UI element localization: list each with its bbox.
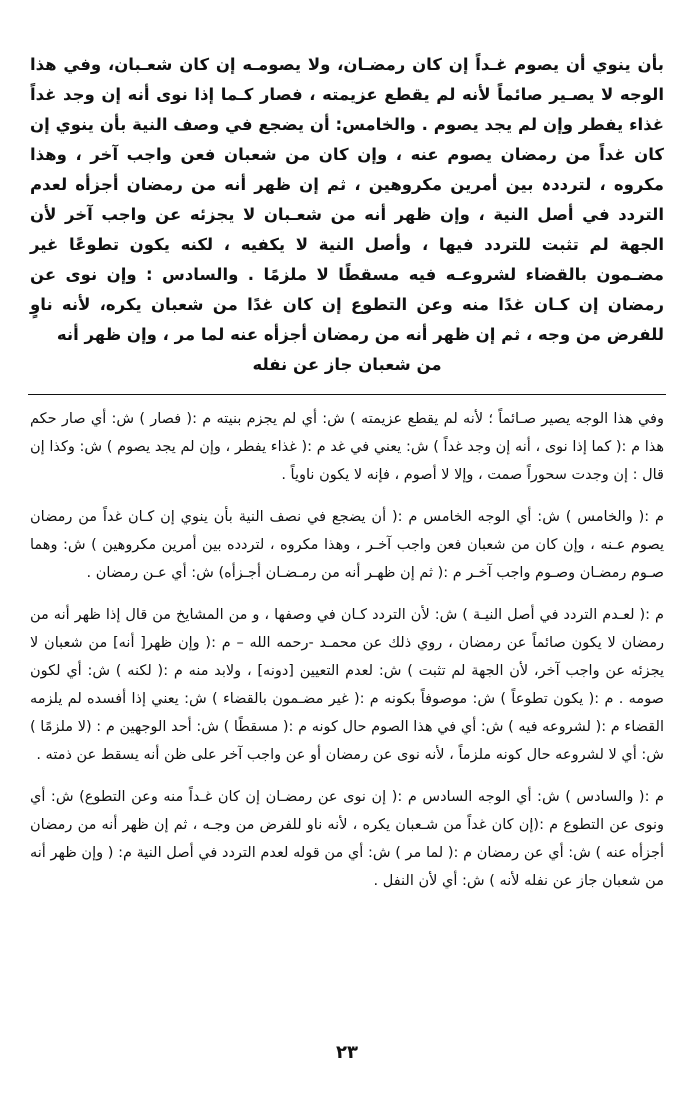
- footnote-divider: [28, 394, 666, 395]
- main-last-line: من شعبان جاز عن نفله: [252, 355, 442, 374]
- commentary: [30, 405, 664, 895]
- commentary-paragraph-4: م :( والسادس ) ش: أي الوجه السادس م :( إن نوى عن رمضـان إن كان غـداً منه وعن التطوع) ش: أي ونوى عن التطوع م :(إن كان غداً من شـعبان يكره ، لأنه ناو للفرض من وجـه ، ثم إن ظهر أنه من رمضان أجزأه عنه ) ش: أي عن رمضان م :( لما مر ) ش: أي من قوله لعدم التردد في أصل النية م: ( وإن ظهر أنه من شعبان جاز عن نفله لأنه ) ش: أي لأن النفل .: [30, 789, 664, 889]
- commentary-paragraph-2: م :( والخامس ) ش: أي الوجه الخامس م :( أن يضجع في نصف النية بأن ينوي إن كـان غداً من رمضان يصوم عـنه ، وإن كان من شعبان فعن واجب آخـر ، وهذا مكروه ، لتردده بين أمرين مكروهين ) ش: وهما صـوم رمضـان وصـوم واجب آخـر م :( ثم إن ظهـر أنه من رمـضـان أجـزأه) ش: أي عـن رمضان .: [30, 509, 664, 581]
- main-text: [30, 50, 664, 380]
- main-paragraph: بأن ينوي أن يصوم غـداً إن كان رمضـان، ولا يصومـه إن كان شعـبان، وفي هذا الوجه لا يصـير صائماً لأنه لم يقطع عزيمته ، فصار كـما إذا نوى أنه إن وجد غداً غذاء يفطر وإن لم يجد يصوم . والخامس: أن يضجع في وصف النية بأن ينوي إن كان غداً من رمضان يصوم عنه ، وإن كان من شعبان فعن واجب آخر ، وهذا مكروه ، لترددہ بين أمرين مكروهين ، ثم إن ظهر أنه من رمضان أجزأه لعدم التردد في أصل النية ، وإن ظهر أنه من شعـبان لا يجزئه عن واجب آخر لأن الجهة لم تثبت للتردد فيها ، وأصل النية لا يكفيه ، لكنه يكون تطوعًا غير مضـمون بالقضاء لشروعـه فيه مسقطًا لا ملزمًا . والسادس : وإن نوى عن رمضان إن كـان غدًا منه وعن التطوع إن كان غدًا من شعبان يكره، لأنه ناوٍ للفرض من وجه ، ثم إن ظهر أنه من رمضان أجزأه عنه لما مر ، وإن ظهر أنه: [30, 55, 664, 344]
- commentary-paragraph-3: م :( لعـدم التردد في أصل النيـة ) ش: لأن التردد كـان في وصفها ، و من المشايخ من قال إذا ظهر أنه من رمضان لا يكون صائماً عن رمضان ، روي ذلك عن محمـد -رحمه الله – م :( وإن ظهر[ أنه] من شعبان لا يجزئه عن واجب آخر، لأن الجهة لم تثبت ) ش: لعدم التعيين [دونه] ، ولابد منه م :( لكنه ) ش: أي لكون صومه . م :( يكون تطوعاً ) ش: موصوفاً بكونه م :( غير مضـمون بالقضاء ) ش: يعني إذا أفسده لم يلزمه القضاء م :( لشروعه فيه ) ش: أي في هذا الصوم حال كونه م :( مسقطًا ) ش: أحد الوجهين م : (لا ملزمًا ) ش: أي لا لشروعه حال كونه ملزماً ، لأنه نوى عن رمضان أو عن واجب آخر على ظن أنه يسقط عن ذمته .: [30, 607, 664, 763]
- commentary-paragraph-1: وفي هذا الوجه يصير صـائماً ؛ لأنه لم يقطع عزيمته ) ش: أي لم يجزم بنيته م :( فصار ) ش: أي صار حكم هذا م :( كما إذا نوى ، أنه إن وجد غداً ) ش: يعني في غد م :( غذاء يفطر ، وإن لم يجد يصوم ) ش: وكذا إن قال : إن وجدت سحوراً صمت ، وإلا لا أصوم ، فإنه لا يكون ناوياً .: [30, 411, 664, 483]
- page-number: ٢٣: [336, 1042, 358, 1063]
- page-content: [30, 50, 664, 909]
